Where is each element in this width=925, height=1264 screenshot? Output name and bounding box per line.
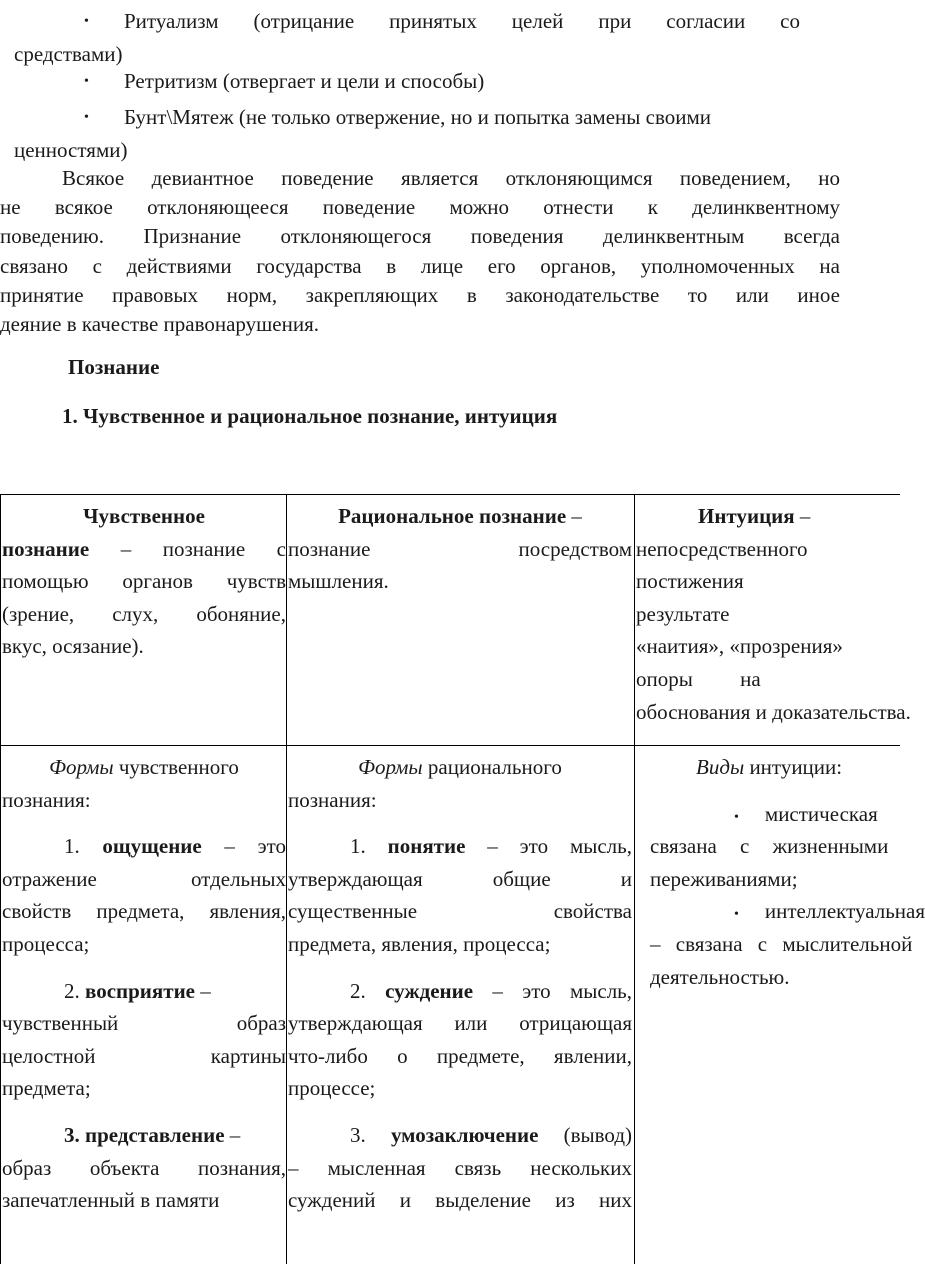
list-item-text-cont: ценностями) — [14, 138, 128, 162]
definition-text: обоснования и доказательства. — [636, 699, 911, 724]
table-cell-rational-definition — [288, 500, 632, 598]
definition-text: – познание с — [89, 536, 286, 561]
definition-text: запечатленный в памяти — [2, 1188, 220, 1213]
kind-head: интеллектуальная — [764, 899, 925, 924]
definition-text: отражение отдельных — [2, 866, 286, 891]
definition-text: мышления. — [288, 569, 389, 594]
paragraph-line: деяние в качестве правонарушения. — [0, 311, 319, 336]
list-item — [2, 830, 286, 863]
definition-text: – связана с мыслительной — [650, 931, 913, 956]
body-paragraph — [0, 164, 840, 339]
term-label: ощущение — [102, 834, 202, 859]
definition-text: существенные свойства — [288, 899, 632, 924]
definition-text: целостной картины — [2, 1043, 286, 1068]
definition-text: утверждающая или отрицающая — [288, 1011, 632, 1036]
paragraph-line: принятие правовых норм, закрепляющих в законодательстве то или иное — [0, 282, 840, 307]
term-label: умозаключение — [390, 1122, 539, 1147]
term-label: Чувственное — [83, 504, 205, 528]
definition-text: вкус, осязание). — [2, 634, 144, 659]
forms-text: познания: — [2, 787, 91, 812]
definition-text: результате — [636, 601, 730, 626]
forms-text: чувственного — [113, 755, 239, 779]
definition-text: что-либо о предмете, явлении, — [288, 1043, 632, 1068]
bullet-marker: • — [84, 74, 89, 89]
table-col-divider — [634, 494, 635, 1264]
table-cell-intuition-kinds — [636, 751, 925, 993]
comparison-table — [0, 494, 925, 1264]
table-border-left — [0, 494, 1, 1264]
definition-text: – это мысль, — [473, 978, 632, 1003]
paragraph-line: связано с действиями государства в лице его органов, уполномоченных на — [0, 253, 840, 278]
list-item-text: Бунт\Мятеж (не только отвержение, но и попытка замены своими — [124, 105, 711, 129]
forms-label: Формы — [49, 755, 114, 779]
definition-text: чувственный образ — [2, 1011, 286, 1036]
table-cell-rational-forms — [288, 751, 632, 1217]
list-item — [2, 975, 286, 1008]
definition-text: процессе; — [288, 1076, 376, 1101]
table-cell-sensory-forms — [2, 751, 286, 1217]
term-label: познание — [2, 536, 90, 561]
list-item-text: Ретритизм (отвергает и цели и способы) — [124, 69, 485, 93]
definition-text: свойств предмета, явления, — [2, 899, 286, 924]
forms-label: Формы — [358, 755, 423, 779]
dash-text: – — [566, 504, 582, 528]
subsection-heading: 1. Чувственное и рациональное познание, интуиция — [62, 404, 558, 428]
term-label: понятие — [387, 834, 466, 859]
definition-text: переживаниями; — [650, 866, 798, 891]
term-label: Рациональное познание — [338, 504, 567, 528]
bullet-marker: • — [734, 809, 739, 825]
term-label: суждение — [385, 978, 474, 1003]
bullet-marker: • — [734, 907, 739, 923]
list-item-text-cont: средствами) — [14, 42, 123, 66]
forms-text: рационального — [422, 755, 562, 779]
definition-text: – это мысль, — [465, 834, 632, 859]
paragraph-line: Всякое девиантное поведение является отклоняющимся поведением, но — [62, 166, 840, 190]
definition-text: – это — [201, 834, 286, 859]
item-number: 2. — [64, 978, 85, 1003]
list-item — [288, 975, 632, 1008]
section-heading: Познание — [68, 355, 160, 379]
definition-text: опоры на — [636, 666, 761, 691]
table-border-top — [0, 494, 900, 495]
list-item — [2, 1119, 286, 1152]
definition-text: процесса; — [2, 931, 90, 956]
definition-text: – мысленная связь нескольких — [288, 1155, 632, 1180]
definition-text: (зрение, слух, обоняние, — [2, 601, 286, 626]
definition-text: образ объекта познания, — [2, 1155, 286, 1180]
table-cell-sensory-definition — [2, 500, 286, 663]
table-col-divider — [286, 494, 287, 1264]
table-cell-intuition-definition — [636, 500, 911, 728]
item-number: 2. — [350, 978, 386, 1003]
paragraph-line: не всякое отклоняющееся поведение можно отнести к делинквентному — [0, 195, 840, 220]
definition-text: – — [195, 978, 211, 1003]
term-label: восприятие — [85, 978, 195, 1003]
term-label: 3. представление — [64, 1122, 225, 1147]
definition-text: «наития», «прозрения» — [636, 634, 843, 659]
definition-text: помощью органов чувств — [2, 569, 286, 594]
bullet-marker: • — [84, 14, 89, 29]
term-label: Интуиция — [698, 504, 795, 528]
forms-text: познания: — [288, 787, 377, 812]
definition-text: утверждающая общие и — [288, 866, 632, 891]
list-item — [288, 1119, 632, 1152]
definition-text: непосредственного — [636, 536, 808, 561]
definition-text: предмета, явления, процесса; — [288, 931, 551, 956]
definition-text: суждений и выделение из них — [288, 1188, 632, 1213]
definition-text: постижения — [636, 569, 744, 594]
kinds-label: Виды — [696, 755, 745, 779]
bullet-marker: • — [84, 110, 89, 125]
definition-text: познание посредством — [288, 536, 632, 561]
definition-text: (вывод) — [538, 1122, 632, 1147]
item-number: 3. — [350, 1122, 391, 1147]
definition-text: связана с жизненными — [650, 834, 889, 859]
table-row-divider — [0, 745, 900, 746]
item-number: 1. — [350, 834, 388, 859]
kind-head: мистическая — [764, 801, 878, 826]
definition-text: предмета; — [2, 1076, 91, 1101]
dash-text: – — [794, 504, 811, 528]
list-item-text: Ритуализм (отрицание принятых целей при согласии со — [124, 9, 800, 33]
item-number: 1. — [64, 834, 103, 859]
definition-text: – — [224, 1122, 241, 1147]
paragraph-line: поведению. Признание отклоняющегося поведения делинквентным всегда — [0, 224, 840, 249]
list-item — [288, 830, 632, 863]
definition-text: деятельностью. — [650, 964, 790, 989]
kinds-text: интуиции: — [744, 755, 843, 779]
